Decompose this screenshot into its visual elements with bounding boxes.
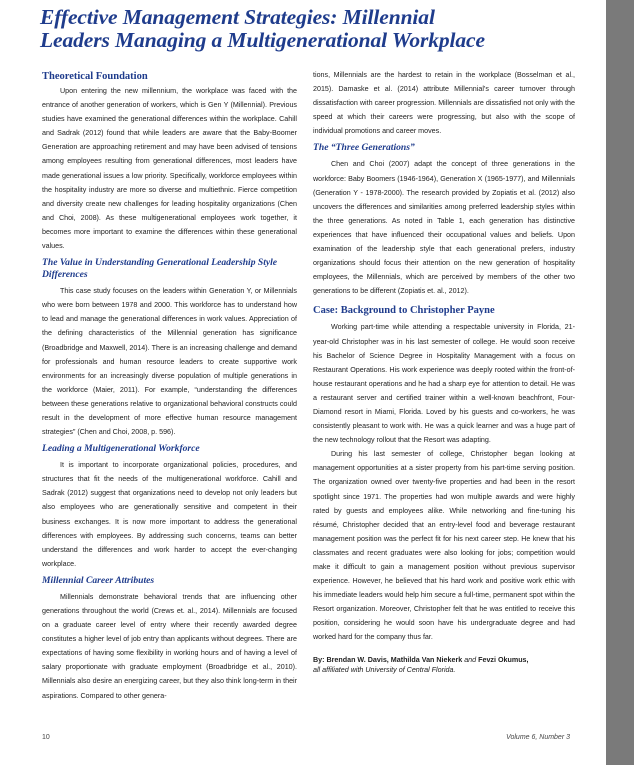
byline-and: and xyxy=(464,655,477,664)
title-line-2: Leaders Managing a Multigenerational Workplace xyxy=(40,28,485,52)
paragraph: Chen and Choi (2007) adapt the concept of three generations in the workforce: Baby Boomers (1946-1964), Generation X (1965-1977), and Millennials (Generation Y - 1978-2000). The research provided by Zopiatis et al. (2012) also uncovers the differences and similarities among preferred leadership styles within the three generations. As noted in Table 1, each generation has distinctive experiences that have influenced their occupational values and beliefs. Upon examination of the leadership style that each generational prefers, industry organizations should focus their attention on the new generation of hospitality employees, the Millennials, which are perceived by members of the other two generations to be different (Zopiatis et. al., 2012). xyxy=(313,160,575,296)
paragraph: It is important to incorporate organizational policies, procedures, and structures that fit the needs of the multigenerational workforce. Cahill and Sadrak (2012) suggest that organizations need to develop not only leaders but also employees who are generationally sensitive and competent in their business exchanges. It is now more important to address the generational differences with employees. By addressing such concerns, teams can better understand the differences and work harder to accept the ever-changing workplace. xyxy=(42,461,297,568)
paragraph: During his last semester of college, Christopher began looking at management opportunities at a sister property from his part-time serving position. The organization owned over twenty-five properties and had been in the resort spotlight since 1971. The properties had won multiple awards and were highly rated by guests and employees alike. While networking and fine-tuning his résumé, Christopher decided that an entry-level food and beverage restaurant management position was the perfect fit for his next career step. He knew that his classmates and recent graduates were also looking for jobs; competition would make it difficult to gain a management position without previous supervisor experience. However, he believed that his hard work and positive work ethic with his immediate leaders would help him secure a full-time, permanent spot within the Resort organization. Moreover, Christopher felt that he was entitled to receive this position, considering he would soon have his undergraduate degree and had worked hard for the company thus far. xyxy=(313,450,575,642)
volume-label: Volume 6, Number 3 xyxy=(506,734,570,741)
left-column xyxy=(42,70,297,703)
author-byline xyxy=(313,655,575,665)
paragraph: Millennials demonstrate behavioral trends that are influencing other generations throughout the world (Crews et. al., 2014). Millennials are focused on a graduate career level of entry where their recently awarded degree constitutes a higher level of job entry than applicants without degrees. There are expectations of having some flexibility in working hours and of having a level of salary proportionate with graduate employment (Broadbridge et al., 2010). Millennials also desire an energizing career, but they also think long-term in their aspirations. Compared to other genera- xyxy=(42,592,297,700)
byline-last-author: Fevzi Okumus, xyxy=(478,655,529,664)
paragraph: tions, Millennials are the hardest to retain in the workplace (Bosselman et al., 2015). Damaske et al. (2014) attribute Millennial’s career turnover through dissatisfaction with career progression. Millennials are dissatisfied not only with the speed at which their careers were progressing, but also with the scope of individual promotions and career moves. xyxy=(313,71,575,136)
title-line-1: Effective Management Strategies: Millennial xyxy=(40,5,435,29)
heading-leading-workforce: Leading a Multigenerational Workforce xyxy=(42,443,200,455)
right-column xyxy=(313,68,575,675)
heading-three-generations: The “Three Generations” xyxy=(313,142,415,154)
paragraph: This case study focuses on the leaders within Generation Y, or Millennials who were born between 1978 and 2000. This workforce has to understand how to lead and manage the generational differences in work values. Appreciation of the defining characteristics of the Millennial generation has significance (Broadbridge and Maxwell, 2014). There is an increasing challenge and demand for professionals and human resource leaders to create supportive work environments for an increasingly diverse population of multiple generations in the workforce (Maier, 2011). For example, “understanding the differences between these generations relative to organizational behavioral constructs could result in the development of more effective human resource management strategies” (Chen and Choi, 2008, p. 596). xyxy=(42,287,297,437)
heading-career-attributes: Millennial Career Attributes xyxy=(42,574,155,586)
paragraph: Upon entering the new millennium, the workplace was faced with the entrance of another generation of workers, which is Gen Y (Millennial). Previous studies have examined the generational differences within the workplace. Cahill and Sadrak (2012) found that while leaders are aware that the Baby-Boomer Generation are approaching retirement and may have been advised of tensions among employees resulting from generational differences, most leaders have made generational issues a low priority. Specifically, workforce employees within the hospitality industry are more so diverse and multiethnic. Fierce competition and diversity create new challenges for leading hospitality organizations (Chen and Choi, 2008). As these multigenerational employees work together, it becomes more important to examine the differences within these generational values. xyxy=(42,87,297,251)
byline-authors: By: Brendan W. Davis, Mathilda Van Niekerk xyxy=(313,655,463,664)
heading-theoretical-foundation: Theoretical Foundation xyxy=(42,71,148,82)
heading-case-background: Case: Background to Christopher Payne xyxy=(313,305,495,317)
author-affiliation: all affiliated with University of Central Florida. xyxy=(313,665,456,674)
article-title xyxy=(40,6,600,52)
page-number: 10 xyxy=(42,734,50,741)
paragraph: Working part-time while attending a respectable university in Florida, 21-year-old Christopher was in his last semester of college. He would soon receive his Bachelor of Science Degree in Hospitality Management with a focus on Restaurant Operations. His work experience was deeply rooted within the front-of-house restaurant operations and he had a sharp eye for attention to detail. He was a restaurant server and certified trainer within a well-known beachfront, Four-Diamond resort in Miami, Florida. Loved by his guests and co-workers, he was consistently pleasant to work with. He was a quick learner and was a huge part of the new technology rollout that the Resort was adapting. xyxy=(313,323,575,445)
heading-value-understanding: The Value in Understanding Generational Leadership Style Differences xyxy=(42,257,278,281)
